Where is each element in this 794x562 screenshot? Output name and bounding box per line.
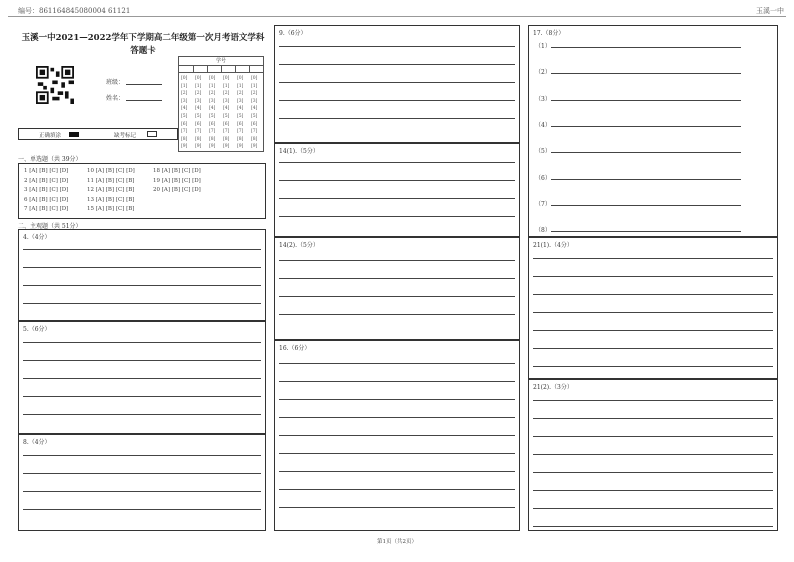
q17-item-label: （5） bbox=[535, 148, 551, 155]
question-label: 17.（8分） bbox=[533, 30, 565, 37]
id-digit-column[interactable]: [0] [1] [2] [3] [4] [5] [6] [7] [8] [9] bbox=[209, 76, 216, 150]
q17-item-label: （7） bbox=[535, 201, 551, 208]
student-id-box bbox=[178, 56, 264, 152]
legend-absent-label: 缺考标记 bbox=[114, 133, 137, 139]
school-name: 玉溪一中 bbox=[756, 7, 784, 15]
mc-column-2[interactable]: 10 [A] [B] [C] [D] 11 [A] [B] [C] [B] 12 [A] [B] [C] [B] 13 [A] [B] [C] [B] 15 [A] [B] [C] [B] bbox=[87, 168, 135, 213]
class-label: 班级： bbox=[106, 79, 125, 86]
answer-box-q9[interactable] bbox=[274, 25, 520, 143]
answer-box-q5[interactable] bbox=[18, 321, 266, 434]
section-title-mc: 一、单选题（共 39分） bbox=[18, 156, 82, 163]
mc-answer-box bbox=[18, 163, 266, 219]
answer-box-q17[interactable] bbox=[528, 25, 778, 237]
question-label: 21(2).（3分） bbox=[533, 384, 573, 391]
answer-box-q21-2[interactable] bbox=[528, 379, 778, 531]
mc-column-3[interactable]: 18 [A] [B] [C] [D] 19 [A] [B] [C] [D] 20 [A] [B] [C] [D] bbox=[153, 168, 201, 194]
answer-box-q16[interactable] bbox=[274, 340, 520, 531]
legend-correct-label: 正确填涂 bbox=[39, 133, 62, 139]
id-digit-column[interactable]: [0] [1] [2] [3] [4] [5] [6] [7] [8] [9] bbox=[181, 76, 188, 150]
id-digit-column[interactable]: [0] [1] [2] [3] [4] [5] [6] [7] [8] [9] bbox=[223, 76, 230, 150]
answer-box-q8[interactable] bbox=[18, 434, 266, 531]
answer-box-q4[interactable] bbox=[18, 229, 266, 321]
top-header-bar bbox=[8, 4, 786, 17]
q17-item-label: （3） bbox=[535, 96, 551, 103]
question-label: 14(1).（5分） bbox=[279, 148, 319, 155]
answer-box-q21-1[interactable] bbox=[528, 237, 778, 379]
id-digit-column[interactable]: [0] [1] [2] [3] [4] [5] [6] [7] [8] [9] bbox=[195, 76, 202, 150]
q17-item-label: （1） bbox=[535, 43, 551, 50]
q17-item-label: （8） bbox=[535, 227, 551, 234]
id-digit-column[interactable]: [0] [1] [2] [3] [4] [5] [6] [7] [8] [9] bbox=[237, 76, 244, 150]
question-label: 21(1).（4分） bbox=[533, 242, 573, 249]
q17-item-label: （2） bbox=[535, 69, 551, 76]
class-field[interactable] bbox=[126, 84, 162, 85]
filled-mark-icon bbox=[69, 132, 79, 137]
id-digit-column[interactable]: [0] [1] [2] [3] [4] [5] [6] [7] [8] [9] bbox=[251, 76, 258, 150]
mc-column-1[interactable]: 1 [A] [B] [C] [D] 2 [A] [B] [C] [D] 3 [A] [B] [C] [D] 6 [A] [B] [C] [D] 7 [A] [B] [C] [D] bbox=[24, 168, 69, 213]
question-label: 14(2).（5分） bbox=[279, 242, 319, 249]
page-footer: 第1页（共2页） bbox=[377, 539, 417, 545]
name-field[interactable] bbox=[126, 100, 162, 101]
student-id-header: 学号 bbox=[179, 57, 263, 66]
question-label: 8.（4分） bbox=[23, 439, 51, 446]
question-label: 9.（6分） bbox=[279, 30, 307, 37]
fill-legend bbox=[18, 128, 178, 140]
question-label: 4.（4分） bbox=[23, 234, 51, 241]
serial-number: 编号：861164845080004 61121 bbox=[18, 7, 131, 15]
absent-mark-box[interactable] bbox=[147, 131, 157, 137]
question-label: 5.（6分） bbox=[23, 326, 51, 333]
exam-subtitle: 答题卡 bbox=[130, 46, 156, 56]
question-label: 16.（6分） bbox=[279, 345, 311, 352]
section-title-subjective: 二、主观题（共 51分） bbox=[18, 223, 82, 230]
name-label: 姓名： bbox=[106, 95, 125, 102]
qr-code-icon bbox=[36, 66, 74, 104]
q17-item-label: （6） bbox=[535, 175, 551, 182]
q17-item-label: （4） bbox=[535, 122, 551, 129]
answer-box-q14-2[interactable] bbox=[274, 237, 520, 340]
exam-title: 玉溪一中2021—2022学年下学期高二年级第一次月考语文学科 bbox=[21, 33, 265, 43]
answer-box-q14-1[interactable] bbox=[274, 143, 520, 237]
